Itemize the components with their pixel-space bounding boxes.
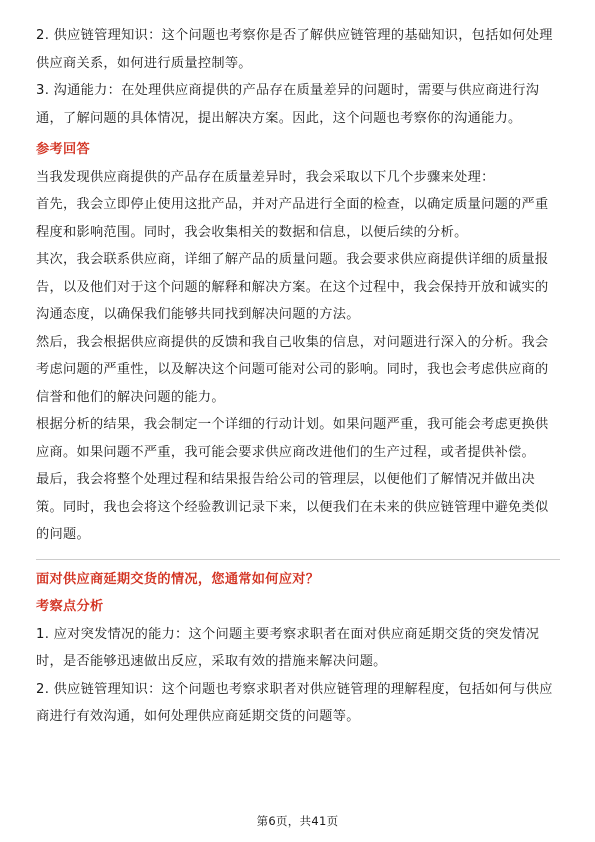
- answer-paragraph: 根据分析的结果，我会制定一个详细的行动计划。如果问题严重，我可能会考虑更换供应商。如果问题不严重，我可能会要求供应商改进他们的生产过程，或者提供补偿。: [36, 417, 549, 460]
- answer-paragraph: 其次，我会联系供应商，详细了解产品的质量问题。我会要求供应商提供详细的质量报告，以及他们对于这个问题的解释和解决方案。在这个过程中，我会保持开放和诚实的沟通态度，以确保我们能够共同找到解决问题的方法。: [36, 252, 549, 322]
- analysis-point: 1. 应对突发情况的能力：这个问题主要考察求职者在面对供应商延期交货的突发情况时，是否能够迅速做出反应，采取有效的措施来解决问题。: [36, 626, 540, 669]
- section-divider: [36, 559, 560, 560]
- question-title: 面对供应商延期交货的情况，您通常如何应对？: [36, 571, 320, 587]
- answer-paragraph: 然后，我会根据供应商提供的反馈和我自己收集的信息，对问题进行深入的分析。我会考虑问题的严重性，以及解决这个问题可能对公司的影响。同时，我也会考虑供应商的信誉和他们的解决问题的能力。: [36, 334, 549, 405]
- reference-answer-heading: 参考回答: [36, 142, 90, 157]
- page-number-footer: 第6页，共41页: [256, 814, 339, 828]
- document-content: [36, 22, 560, 731]
- intro-point: 2. 供应链管理知识：这个问题也考察你是否了解供应链管理的基础知识，包括如何处理供应商关系，如何进行质量控制等。: [36, 28, 553, 71]
- analysis-point: 2. 供应链管理知识：这个问题也考察求职者对供应链管理的理解程度，包括如何与供应商进行有效沟通，如何处理供应商延期交货的问题等。: [36, 681, 553, 724]
- answer-paragraph: 首先，我会立即停止使用这批产品，并对产品进行全面的检查，以确定质量问题的严重程度和影响范围。同时，我会收集相关的数据和信息，以便后续的分析。: [36, 197, 549, 240]
- answer-paragraph: 当我发现供应商提供的产品存在质量差异时，我会采取以下几个步骤来处理：: [36, 169, 495, 185]
- intro-point: 3. 沟通能力：在处理供应商提供的产品存在质量差异的问题时，需要与供应商进行沟通，了解问题的具体情况，提出解决方案。因此，这个问题也考察你的沟通能力。: [36, 83, 540, 126]
- answer-paragraph: 最后，我会将整个处理过程和结果报告给公司的管理层，以便他们了解情况并做出决策。同时，我也会将这个经验教训记录下来，以便我们在未来的供应链管理中避免类似的问题。: [36, 472, 549, 542]
- analysis-heading: 考察点分析: [36, 599, 104, 614]
